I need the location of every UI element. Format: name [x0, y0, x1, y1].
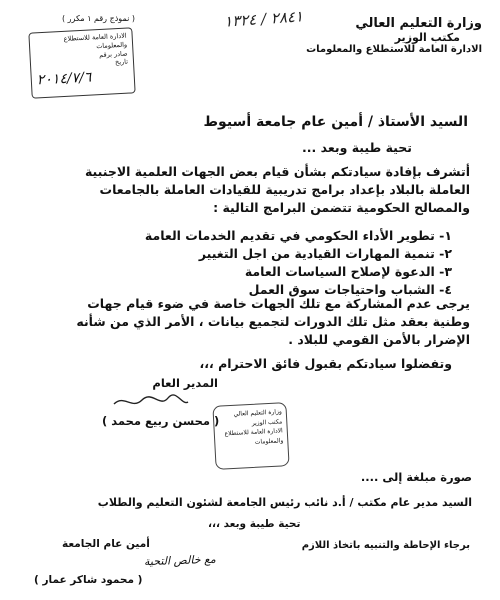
copy-to-label: صورة مبلغة إلى ....	[360, 470, 472, 484]
paragraph-line: يرجى عدم المشاركة مع تلك الجهات خاصة في ضوء قيام جهات	[87, 296, 470, 311]
paragraph-line: أتشرف بإفادة سيادتكم بشأن قيام بعض الجهات العلمية الاجنبية	[84, 164, 470, 179]
form-number: ( نموذج رقم ١ مكرر )	[62, 14, 135, 23]
office-stamp-office: مكتب الوزير	[251, 417, 283, 427]
paragraph-line: وطنية بعقد مثل تلك الدورات لتجميع بيانات ، الأمر الذي من شأنه	[76, 314, 470, 329]
greeting: تحية طيبة وبعد ...	[302, 140, 412, 155]
ministry-header	[302, 16, 482, 55]
paragraph-line: والمصالح الحكومية تتضمن البرامج التالية :	[213, 200, 470, 215]
signature-title: المدير العام	[152, 376, 218, 390]
office-stamp	[212, 402, 289, 470]
signature-name-secretary: ( محمود شاكر عمار )	[34, 574, 143, 586]
copy-greeting: تحية طيبة وبعد ،،،	[208, 518, 301, 530]
signature-title-secretary: أمين عام الجامعة	[62, 538, 150, 550]
list-item: ٣- الدعوة لإصلاح السياسات العامة	[244, 264, 452, 279]
office-name: مكتب الوزير	[394, 31, 460, 44]
outgoing-stamp	[28, 27, 135, 98]
paragraph-request	[30, 296, 470, 347]
stamp-date-handwritten: ٢٠١٤/٧/٦	[36, 69, 92, 89]
reference-number-handwritten: ٢٨٤١ / ١٣٢٤	[223, 7, 304, 31]
paragraph-intro	[30, 164, 470, 215]
department-name: الادارة العامة للاستطلاع والمعلومات	[306, 44, 482, 55]
stamp-issued-label: صادر برقم	[98, 49, 128, 59]
signature-block-director	[108, 376, 218, 390]
stamp-department: الادارة العامة للاستطلاع والمعلومات	[63, 31, 128, 50]
signature-name: ( محسن ربيع محمد )	[102, 414, 220, 428]
office-stamp-ministry: وزارة التعليم العالي	[233, 408, 282, 418]
office-stamp-department: الادارة العامة للاستطلاع والمعلومات	[224, 427, 284, 446]
list-item: ٢- تنمية المهارات القيادية من اجل التغيير	[198, 246, 452, 261]
ministry-name: وزارة التعليم العالي	[355, 16, 482, 31]
list-item: ١- تطوير الأداء الحكومي في تقديم الخدمات العامة	[144, 228, 452, 243]
program-list	[52, 228, 452, 297]
signature-scribble	[110, 392, 190, 412]
addressee: السيد الأستاذ / أمين عام جامعة أسيوط	[203, 114, 468, 130]
paragraph-line: العاملة بالبلاد بإعداد برامج تدريبية للقيادات العاملة بالجامعات	[99, 182, 470, 197]
copy-recipient: السيد مدير عام مكتب / أ.د نائب رئيس الجامعة لشئون التعليم والطلاب	[97, 496, 472, 509]
paragraph-line: الإضرار بالأمن القومي للبلاد .	[288, 332, 470, 347]
signature-handwritten-note: مع خالص التحية	[143, 552, 216, 569]
closing: وتفضلوا سيادتكم بقبول فائق الاحترام ،،،	[199, 356, 452, 371]
list-item: ٤- الشباب واحتياجات سوق العمل	[248, 282, 452, 297]
copy-action: برجاء الإحاطة والتنبيه باتخاذ اللازم	[301, 540, 470, 551]
stamp-date-label: تاريخ	[114, 57, 129, 67]
